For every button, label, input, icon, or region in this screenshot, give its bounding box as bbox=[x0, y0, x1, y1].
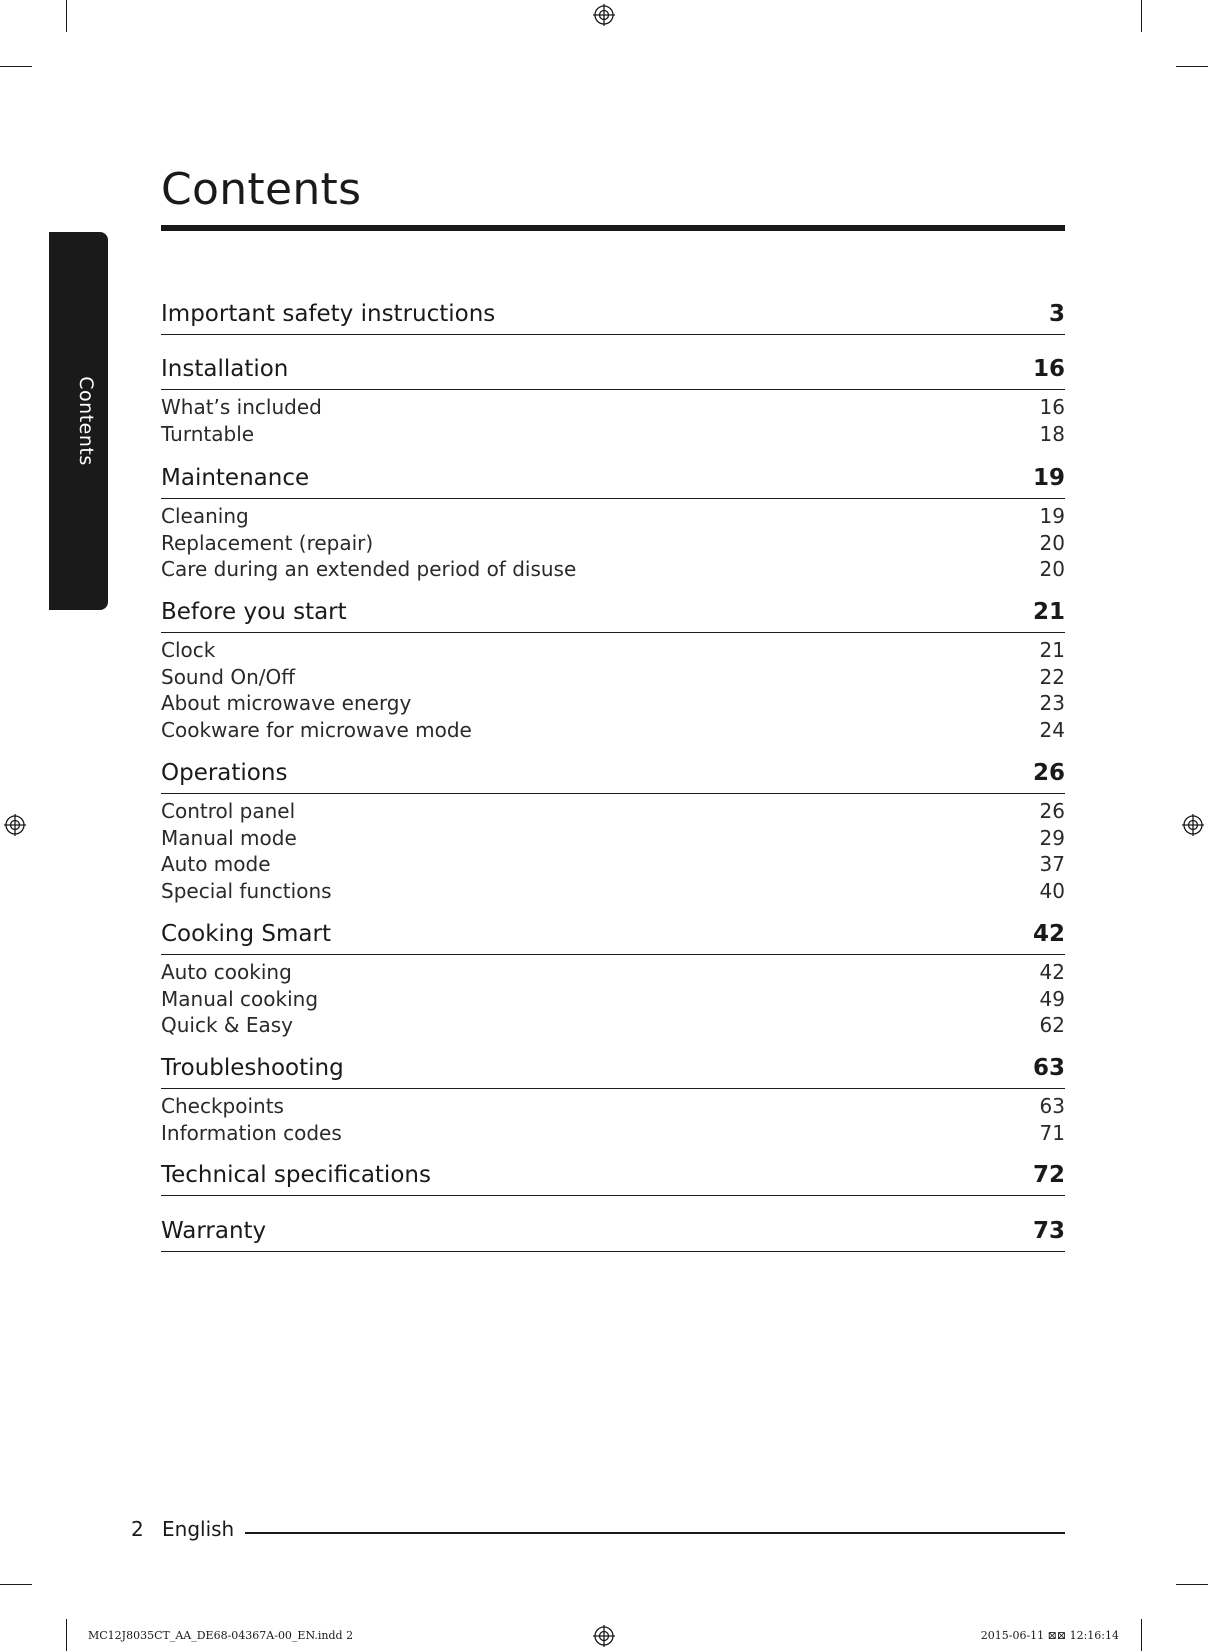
toc-subsection-item[interactable] bbox=[161, 556, 1065, 583]
toc-subsection-page: 24 bbox=[1039, 717, 1065, 742]
crop-mark bbox=[1141, 0, 1142, 32]
toc-subsection-page: 42 bbox=[1039, 960, 1065, 984]
toc-subsection-item[interactable] bbox=[161, 825, 1065, 852]
toc-subsection-page: 49 bbox=[1039, 986, 1065, 1011]
toc-subsection-item[interactable] bbox=[161, 1120, 1065, 1147]
toc-section-page: 42 bbox=[1032, 921, 1065, 947]
toc-section-page: 3 bbox=[1048, 301, 1065, 327]
toc-section-heading[interactable] bbox=[161, 592, 1065, 633]
toc-section-heading[interactable] bbox=[161, 349, 1065, 390]
toc-subsection-page: 62 bbox=[1039, 1013, 1065, 1038]
toc-section bbox=[161, 1155, 1065, 1196]
toc-subsection-title: About microwave energy bbox=[161, 691, 412, 716]
footer-rule bbox=[245, 1532, 1065, 1534]
toc-subsection-page: 21 bbox=[1039, 638, 1065, 662]
toc-subsection-item[interactable] bbox=[161, 530, 1065, 557]
registration-mark-icon bbox=[593, 1625, 615, 1647]
toc-section-title: Troubleshooting bbox=[161, 1055, 344, 1081]
toc-subsection-page: 18 bbox=[1039, 421, 1065, 446]
toc-subsection-item[interactable] bbox=[161, 503, 1065, 530]
registration-mark-icon bbox=[4, 814, 26, 836]
slug-date: 2015-06-11 ⊠⊠ 12:16:14 bbox=[980, 1629, 1119, 1642]
toc-section bbox=[161, 1048, 1065, 1146]
toc-subsection-item[interactable] bbox=[161, 1093, 1065, 1120]
crop-mark bbox=[1141, 1619, 1142, 1651]
toc-section bbox=[161, 592, 1065, 743]
toc-section-heading[interactable] bbox=[161, 1211, 1065, 1252]
toc-section-title: Warranty bbox=[161, 1218, 267, 1244]
toc-subsection-page: 23 bbox=[1039, 691, 1065, 716]
toc-section bbox=[161, 1211, 1065, 1252]
toc-subsection-page: 16 bbox=[1039, 395, 1065, 419]
toc-section-page: 63 bbox=[1032, 1055, 1065, 1081]
toc-subsection-item[interactable] bbox=[161, 851, 1065, 878]
toc-subsection-title: Checkpoints bbox=[161, 1094, 284, 1118]
footer-language: English bbox=[162, 1517, 235, 1541]
toc-section-page: 73 bbox=[1032, 1218, 1065, 1244]
toc-subsection-item[interactable] bbox=[161, 986, 1065, 1013]
toc-subsection-item[interactable] bbox=[161, 394, 1065, 421]
toc-subsection-title: Sound On/Off bbox=[161, 664, 296, 689]
toc-section bbox=[161, 294, 1065, 335]
toc-subsection-title: Quick & Easy bbox=[161, 1013, 294, 1038]
toc-subsection-list bbox=[161, 794, 1065, 904]
toc-subsection-page: 37 bbox=[1039, 852, 1065, 877]
toc-subsection-page: 29 bbox=[1039, 825, 1065, 850]
toc-subsection-page: 20 bbox=[1039, 530, 1065, 555]
toc-section-page: 26 bbox=[1032, 760, 1065, 786]
toc-subsection-item[interactable] bbox=[161, 637, 1065, 664]
toc-subsection-title: Manual cooking bbox=[161, 986, 319, 1011]
toc-subsection-title: Information codes bbox=[161, 1120, 342, 1145]
toc-subsection-item[interactable] bbox=[161, 798, 1065, 825]
toc-section-title: Maintenance bbox=[161, 465, 310, 491]
toc-section bbox=[161, 753, 1065, 904]
title-rule bbox=[161, 225, 1065, 231]
toc-section-title: Before you start bbox=[161, 599, 347, 625]
toc-section-heading[interactable] bbox=[161, 1048, 1065, 1089]
toc-subsection-title: Special functions bbox=[161, 878, 332, 903]
page-title: Contents bbox=[161, 164, 362, 215]
toc-subsection-page: 19 bbox=[1039, 504, 1065, 528]
toc-section bbox=[161, 914, 1065, 1039]
toc-subsection-title: Replacement (repair) bbox=[161, 530, 374, 555]
toc-section bbox=[161, 349, 1065, 447]
toc-subsection-title: Care during an extended period of disuse bbox=[161, 557, 577, 582]
registration-mark-icon bbox=[1182, 814, 1204, 836]
toc-subsection-list bbox=[161, 390, 1065, 447]
crop-mark bbox=[1176, 1584, 1208, 1585]
side-tab-label: Contents bbox=[75, 376, 97, 466]
crop-mark bbox=[1176, 66, 1208, 67]
toc-subsection-title: Manual mode bbox=[161, 825, 297, 850]
toc-subsection-item[interactable] bbox=[161, 664, 1065, 691]
toc-section-page: 72 bbox=[1032, 1162, 1065, 1188]
toc-section-page: 21 bbox=[1032, 599, 1065, 625]
toc-subsection-title: Turntable bbox=[161, 421, 255, 446]
toc-section-title: Installation bbox=[161, 356, 289, 382]
toc-section-heading[interactable] bbox=[161, 1155, 1065, 1196]
toc-subsection-page: 22 bbox=[1039, 664, 1065, 689]
toc-section-page: 19 bbox=[1032, 465, 1065, 491]
toc-subsection-page: 40 bbox=[1039, 878, 1065, 903]
toc-subsection-title: Clock bbox=[161, 638, 216, 662]
toc-section-heading[interactable] bbox=[161, 294, 1065, 335]
toc-subsection-list bbox=[161, 633, 1065, 743]
toc-subsection-page: 20 bbox=[1039, 557, 1065, 582]
crop-mark bbox=[0, 1584, 32, 1585]
toc-section-title: Operations bbox=[161, 760, 288, 786]
toc-section bbox=[161, 458, 1065, 583]
crop-mark bbox=[0, 66, 32, 67]
crop-mark bbox=[66, 1619, 67, 1651]
toc-subsection-item[interactable] bbox=[161, 421, 1065, 448]
toc-section-heading[interactable] bbox=[161, 753, 1065, 794]
registration-mark-icon bbox=[593, 4, 615, 26]
toc-subsection-title: Cookware for microwave mode bbox=[161, 717, 472, 742]
toc-subsection-title: Control panel bbox=[161, 799, 296, 823]
toc-subsection-title: What’s included bbox=[161, 395, 322, 419]
toc-subsection-item[interactable] bbox=[161, 717, 1065, 744]
toc-subsection-title: Auto cooking bbox=[161, 960, 292, 984]
toc-section-title: Important safety instructions bbox=[161, 301, 496, 327]
toc-section-heading[interactable] bbox=[161, 914, 1065, 955]
toc-subsection-item[interactable] bbox=[161, 959, 1065, 986]
toc-section-title: Cooking Smart bbox=[161, 921, 331, 947]
toc-subsection-item[interactable] bbox=[161, 1012, 1065, 1039]
toc-subsection-item[interactable] bbox=[161, 690, 1065, 717]
toc-subsection-page: 71 bbox=[1039, 1120, 1065, 1145]
footer-page-number: 2 bbox=[131, 1517, 144, 1541]
toc-section-page: 16 bbox=[1032, 356, 1065, 382]
toc-subsection-item[interactable] bbox=[161, 878, 1065, 905]
toc-section-heading[interactable] bbox=[161, 458, 1065, 499]
toc-section-title: Technical specifications bbox=[161, 1162, 431, 1188]
toc-subsection-list bbox=[161, 499, 1065, 583]
toc-subsection-title: Cleaning bbox=[161, 504, 249, 528]
crop-mark bbox=[66, 0, 67, 32]
toc-subsection-list bbox=[161, 1089, 1065, 1146]
slug-filename: MC12J8035CT_AA_DE68-04367A-00_EN.indd 2 bbox=[88, 1629, 354, 1642]
toc-subsection-title: Auto mode bbox=[161, 852, 271, 877]
toc-subsection-page: 26 bbox=[1039, 799, 1065, 823]
toc-subsection-page: 63 bbox=[1039, 1094, 1065, 1118]
toc-subsection-list bbox=[161, 955, 1065, 1039]
